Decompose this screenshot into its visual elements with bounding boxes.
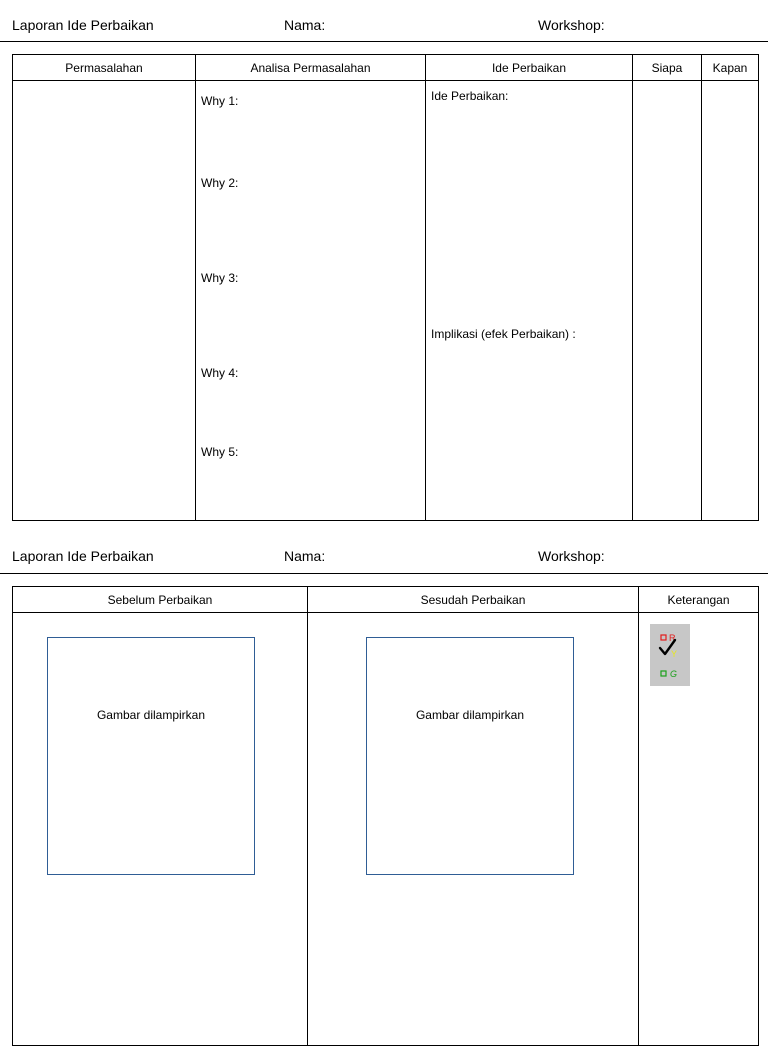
after-image-caption: Gambar dilampirkan <box>415 708 525 722</box>
page2-header-rule <box>0 573 768 574</box>
page2-name-label: Nama: <box>284 548 326 564</box>
before-cell <box>13 613 308 1046</box>
rg-checklist-icon <box>650 624 690 686</box>
page2-before-after-table <box>12 586 759 1046</box>
why-1-label: Why 1: <box>201 94 239 108</box>
why-2-label: Why 2: <box>201 176 239 190</box>
why-4-label: Why 4: <box>201 366 239 380</box>
after-image-placeholder[interactable] <box>366 637 574 875</box>
page1-title: Laporan Ide Perbaikan <box>12 17 154 33</box>
col-sesudah-perbaikan: Sesudah Perbaikan <box>308 587 639 613</box>
rg-checklist-graphic <box>650 624 690 686</box>
before-image-placeholder[interactable] <box>47 637 255 875</box>
after-cell <box>308 613 639 1046</box>
col-keterangan: Keterangan <box>639 587 759 613</box>
page2-title: Laporan Ide Perbaikan <box>12 548 154 564</box>
page2-workshop-label: Workshop: <box>538 548 605 564</box>
before-image-caption: Gambar dilampirkan <box>96 708 206 722</box>
permasalahan-cell[interactable] <box>13 81 196 521</box>
page1-header-rule <box>0 41 768 42</box>
why-5-label: Why 5: <box>201 445 239 459</box>
page1-improvement-table <box>12 54 759 521</box>
kapan-cell[interactable] <box>702 81 759 521</box>
col-sebelum-perbaikan: Sebelum Perbaikan <box>13 587 308 613</box>
col-permasalahan: Permasalahan <box>13 55 196 81</box>
col-ide-perbaikan: Ide Perbaikan <box>426 55 633 81</box>
ide-perbaikan-cell[interactable] <box>426 81 633 521</box>
why-3-label: Why 3: <box>201 271 239 285</box>
page1-workshop-label: Workshop: <box>538 17 605 33</box>
page1-name-label: Nama: <box>284 17 326 33</box>
col-siapa: Siapa <box>633 55 702 81</box>
legend-green-letter: G <box>670 669 678 679</box>
siapa-cell[interactable] <box>633 81 702 521</box>
legend-red-letter: R <box>669 633 676 643</box>
analisa-cell[interactable] <box>196 81 426 521</box>
implikasi-label: Implikasi (efek Perbaikan) : <box>431 327 576 341</box>
col-analisa-permasalahan: Analisa Permasalahan <box>196 55 426 81</box>
legend-yellow-letter: Y <box>671 649 678 659</box>
keterangan-cell[interactable] <box>639 613 759 1046</box>
ide-perbaikan-label: Ide Perbaikan: <box>431 89 509 103</box>
col-kapan: Kapan <box>702 55 759 81</box>
